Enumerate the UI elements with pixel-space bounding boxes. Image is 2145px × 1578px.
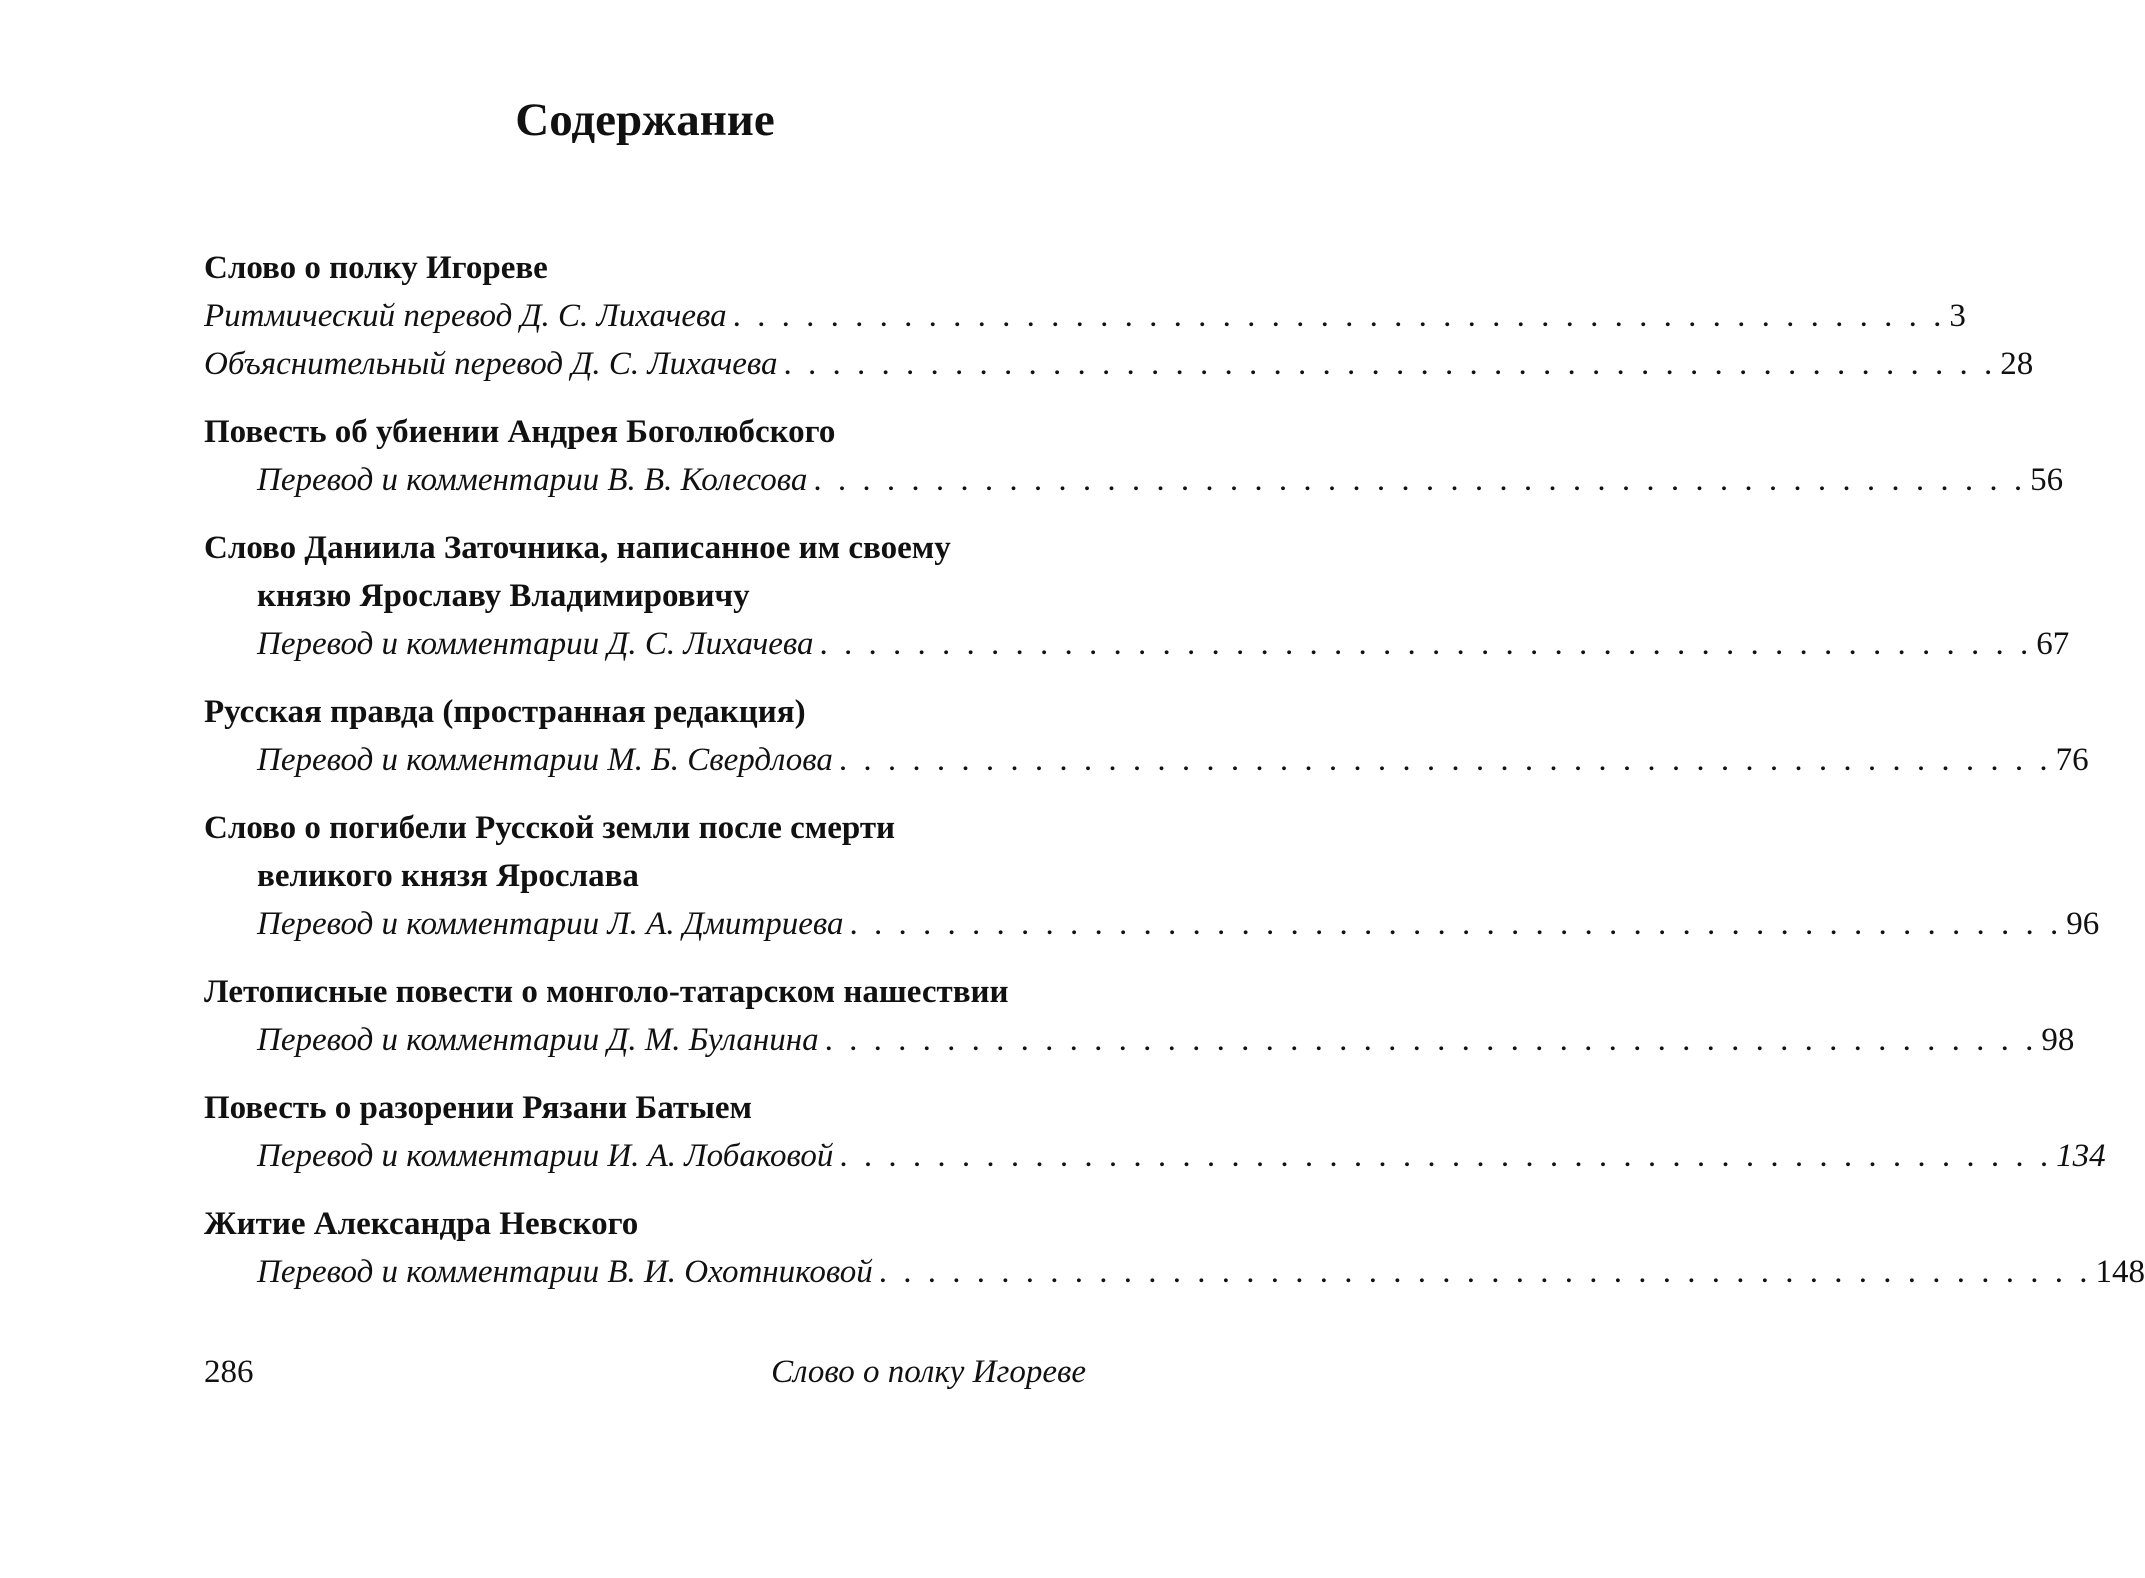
section-title: Слово о погибели Русской земли после смерти <box>204 810 896 846</box>
entry-label: Объяснительный перевод Д. С. Лихачева <box>204 346 778 382</box>
toc-entry[interactable] <box>204 456 2064 504</box>
entry-label: Перевод и комментарии Д. М. Буланина <box>257 1022 819 1058</box>
toc-section <box>204 1084 2106 1180</box>
entry-label: Перевод и комментарии В. И. Охотниковой <box>257 1254 873 1290</box>
section-title: Русская правда (пространная редакция) <box>204 694 806 730</box>
section-title: Житие Александра Невского <box>204 1206 639 1242</box>
toc-section <box>204 968 2075 1064</box>
page-number: 286 <box>204 1354 254 1390</box>
toc-entry[interactable] <box>204 1016 2075 1064</box>
toc-entry[interactable] <box>204 1132 2106 1180</box>
entry-page-number: 56 <box>2030 462 2064 498</box>
toc-entry[interactable] <box>204 292 1966 340</box>
toc-entry[interactable] <box>204 900 2100 948</box>
entry-page-number: 134 <box>2056 1138 2106 1174</box>
entry-page-number: 148 <box>2095 1254 2145 1290</box>
toc-section <box>204 688 2089 784</box>
entry-page-number: 96 <box>2066 906 2100 942</box>
toc-entry[interactable] <box>204 340 2034 388</box>
page-title: Содержание <box>515 94 775 146</box>
toc-entry[interactable] <box>204 736 2089 784</box>
toc-section <box>204 408 2064 504</box>
dot-leader: . . . . . . . . . . . . . . . . . . . . . . . . . . . . . . . . . . . . . . . . . . . . . . . . . . <box>813 462 2027 498</box>
entry-page-number: 67 <box>2036 626 2070 662</box>
section-title: Повесть о разорении Рязани Батыем <box>204 1090 752 1126</box>
dot-leader: . . . . . . . . . . . . . . . . . . . . . . . . . . . . . . . . . . . . . . . . . . . . . . . . . . <box>783 346 1997 382</box>
toc-section <box>204 244 2034 388</box>
table-of-contents <box>204 244 2145 1316</box>
section-title: великого князя Ярослава <box>257 858 639 894</box>
dot-leader: . . . . . . . . . . . . . . . . . . . . . . . . . . . . . . . . . . . . . . . . . . . . . . . . . . <box>819 626 2033 662</box>
toc-entry[interactable] <box>204 1248 2145 1296</box>
section-title: князю Ярославу Владимировичу <box>257 578 750 614</box>
section-title: Летописные повести о монголо-татарском нашествии <box>204 974 1009 1010</box>
dot-leader: . . . . . . . . . . . . . . . . . . . . . . . . . . . . . . . . . . . . . . . . . . . . . . . . . . <box>878 1254 2092 1290</box>
toc-section <box>204 1200 2145 1296</box>
running-title: Слово о полку Игореве <box>771 1354 1086 1390</box>
toc-section <box>204 524 2070 668</box>
entry-label: Перевод и комментарии В. В. Колесова <box>257 462 808 498</box>
entry-page-number: 76 <box>2055 742 2089 778</box>
dot-leader: . . . . . . . . . . . . . . . . . . . . . . . . . . . . . . . . . . . . . . . . . . . . . . . . . . <box>824 1022 2038 1058</box>
section-title: Слово Даниила Заточника, написанное им своему <box>204 530 951 566</box>
entry-label: Перевод и комментарии М. Б. Свердлова <box>257 742 833 778</box>
entry-page-number: 28 <box>2000 346 2034 382</box>
dot-leader: . . . . . . . . . . . . . . . . . . . . . . . . . . . . . . . . . . . . . . . . . . . . . . . . . . <box>732 298 1946 334</box>
dot-leader: . . . . . . . . . . . . . . . . . . . . . . . . . . . . . . . . . . . . . . . . . . . . . . . . . . <box>839 1138 2053 1174</box>
entry-label: Перевод и комментарии И. А. Лобаковой <box>257 1138 834 1174</box>
entry-page-number: 98 <box>2041 1022 2075 1058</box>
toc-section <box>204 804 2100 948</box>
entry-page-number: 3 <box>1949 298 1966 334</box>
section-title: Слово о полку Игореве <box>204 250 548 286</box>
entry-label: Перевод и комментарии Д. С. Лихачева <box>257 626 814 662</box>
dot-leader: . . . . . . . . . . . . . . . . . . . . . . . . . . . . . . . . . . . . . . . . . . . . . . . . . . <box>838 742 2052 778</box>
page-footer <box>204 1348 1086 1396</box>
toc-entry[interactable] <box>204 620 2070 668</box>
entry-label: Ритмический перевод Д. С. Лихачева <box>204 298 727 334</box>
entry-label: Перевод и комментарии Л. А. Дмитриева <box>257 906 844 942</box>
dot-leader: . . . . . . . . . . . . . . . . . . . . . . . . . . . . . . . . . . . . . . . . . . . . . . . . . . <box>849 906 2063 942</box>
section-title: Повесть об убиении Андрея Боголюбского <box>204 414 836 450</box>
